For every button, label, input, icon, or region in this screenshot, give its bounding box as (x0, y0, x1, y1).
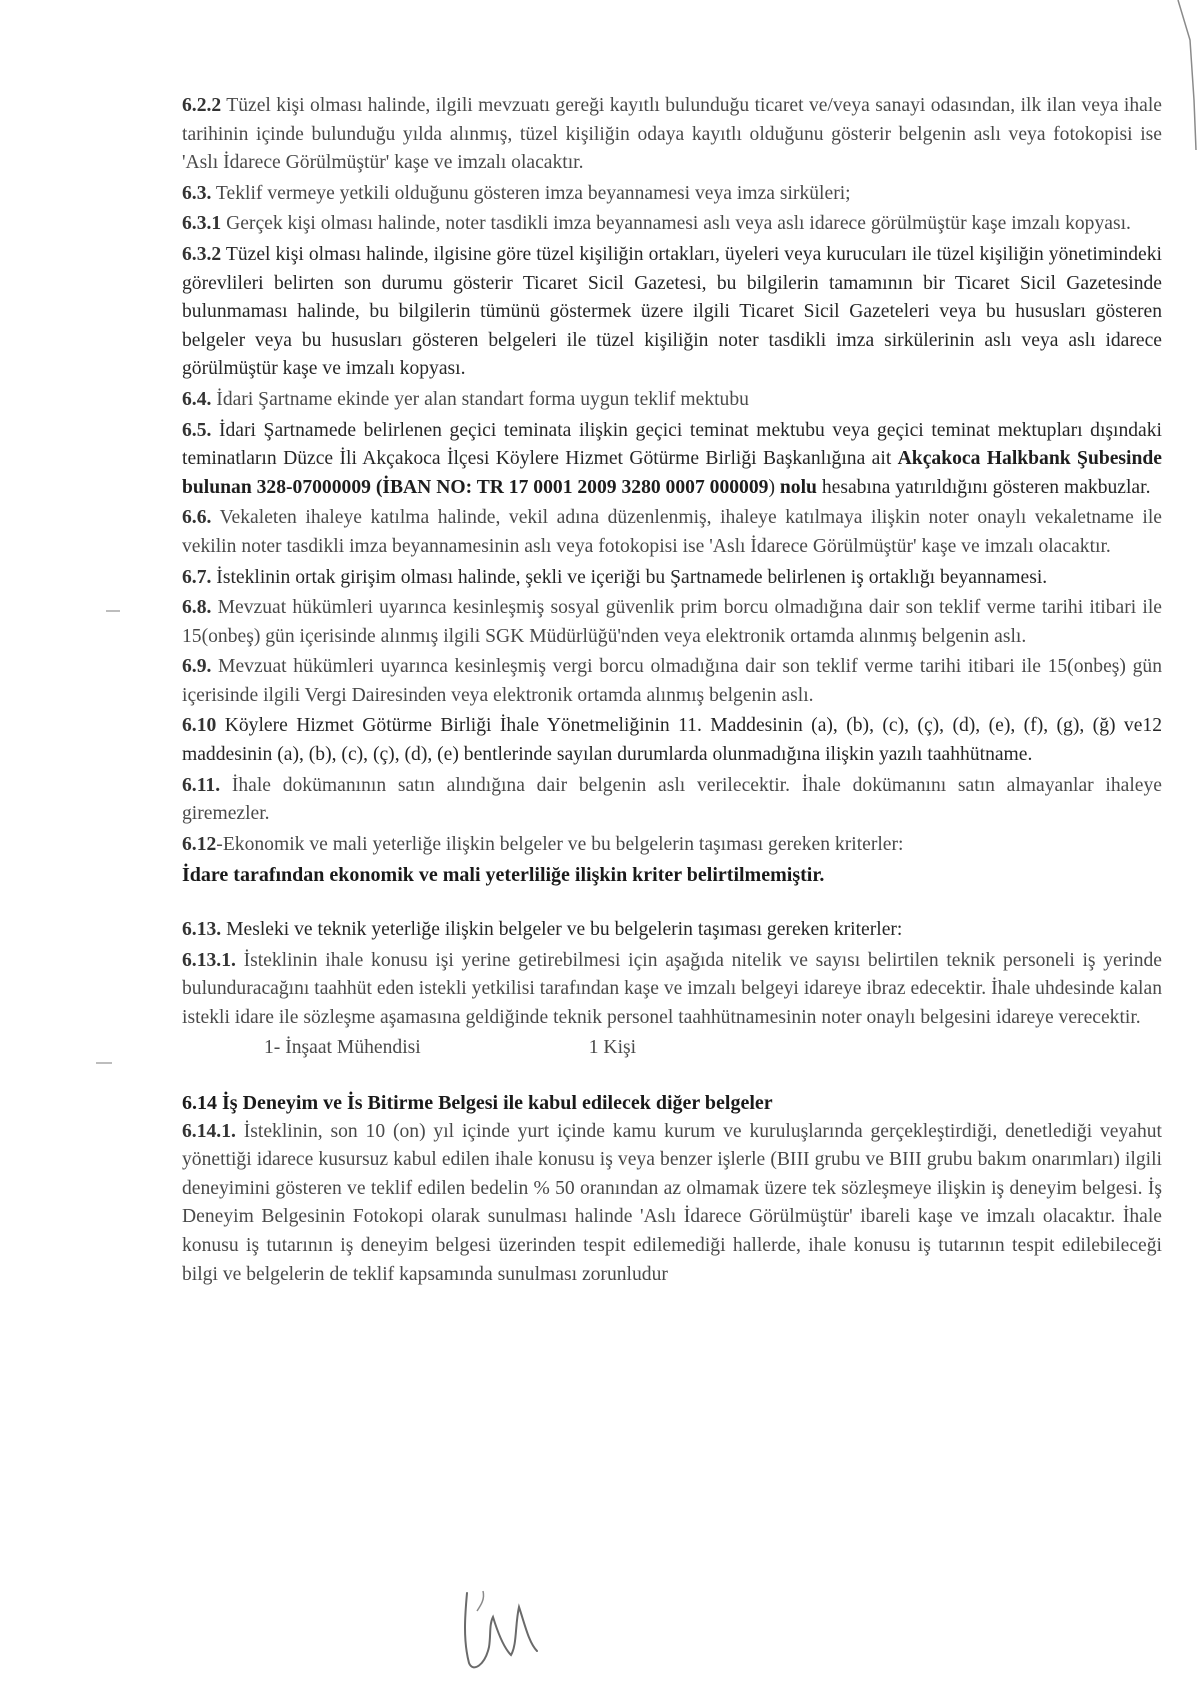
paragraph-6-13 (182, 916, 1162, 945)
paragraph-6-4 (182, 386, 1162, 415)
paragraph-6-3 (182, 180, 1162, 209)
paragraph-6-12 (182, 831, 1162, 860)
paragraph-text: İsteklinin ortak girişim olması halinde, şekli ve içeriği bu Şartnamede belirlenen iş ortaklığı beyannamesi. (211, 566, 1048, 588)
paragraph-number: 6.5. (182, 419, 212, 441)
paragraph-number: 6.14.1. (182, 1120, 236, 1142)
section-heading-6-14: 6.14 İş Deneyim ve İs Bitirme Belgesi ile kabul edilecek diğer belgeler (182, 1092, 773, 1114)
paragraph-text: İdari Şartnamede belirlenen geçici teminata ilişkin geçici teminat mektubu veya geçici teminat mektupları dışındaki teminatların Düzce İli Akçakoca İlçesi Köylere Hizmet Götürme Birliği Başkanlığına ait (182, 419, 1162, 470)
handwritten-signature-icon (455, 1585, 565, 1675)
bold-text: nolu (779, 476, 817, 498)
paragraph-text: Mevzuat hükümleri uyarınca kesinleşmiş vergi borcu olmadığına dair son teklif verme tarihi itibari ile 15(onbeş) gün içerisinde ilgili Vergi Dairesinden veya elektronik ortamda alınmış belgenin aslı. (182, 656, 1162, 706)
paragraph-6-6 (182, 504, 1162, 561)
paragraph-text: İsteklinin ihale konusu işi yerine getirebilmesi için aşağıda nitelik ve sayısı belirtilen teknik personeli iş yerinde bulunduracağını taahhüt eden istekli yetkilisi tarafından kaşe ve imzalı belgeyi idareye ibraz edecektir. İhale uhdesinde kalan istekli idare ile sözleşme aşamasına geldiğinde teknik personel taahhütnamesinin noter onaylı belgesini idareye verecektir. (182, 949, 1162, 1028)
paragraph-number: 6.4. (182, 388, 212, 410)
spacer (182, 1063, 1162, 1089)
bank-account-details: Akçakoca Halkbank Şubesinde bulunan 328-07000009 (İBAN NO: TR 17 0001 2009 3280 0007 000009 (182, 448, 1162, 498)
paragraph-6-10 (182, 712, 1162, 769)
paragraph-6-3-1 (182, 210, 1162, 239)
paragraph-number: 6.10 (182, 715, 217, 737)
staff-role: 1- İnşaat Mühendisi (264, 1037, 421, 1059)
paragraph-6-13-1 (182, 947, 1162, 1033)
scan-mark (106, 610, 120, 612)
paragraph-text: Mesleki ve teknik yeterliğe ilişkin belgeler ve bu belgelerin taşıması gereken kriterler: (221, 919, 903, 941)
paragraph-number: 6.8. (182, 597, 212, 619)
paragraph-6-7 (182, 564, 1162, 593)
paragraph-number: 6.13. (182, 919, 222, 941)
paragraph-text: Tüzel kişi olması halinde, ilgisine göre tüzel kişiliğin ortakları, üyeleri veya kurucuları ile tüzel kişiliğin yönetimindeki görevlileri belirten son durumu gösterir Ticaret Sicil Gazetesi, bu bilgilerin tamamının bir Ticaret Sicil Gazetesinde bulunmaması halinde, bu bilgilerin tümünü göstermek üzere ilgili Ticaret Sicil Gazeteleri veya bu hususları gösteren belgeler veya bu hususları gösteren belgeleri ile tüzel kişiliğin noter tasdikli imza sirkülerinin aslı veya aslı idarece görülmüştür kaşe ve imzalı kopyası. (182, 243, 1162, 380)
paragraph-text: Gerçek kişi olması halinde, noter tasdikli imza beyannamesi aslı veya aslı idarece görülmüştür kaşe imzalı kopyası. (221, 213, 1131, 235)
paragraph-text: ) (768, 476, 780, 498)
paragraph-6-8 (182, 594, 1162, 651)
paragraph-6-14-1 (182, 1118, 1162, 1290)
paragraph-number: 6.12 (182, 833, 217, 855)
paragraph-number: 6.3.2 (182, 243, 222, 265)
paragraph-text: Mevzuat hükümleri uyarınca kesinleşmiş sosyal güvenlik prim borcu olmadığına dair son teklif verme tarihi itibari ile 15(onbeş) gün içerisinde alınmış ilgili SGK Müdürlüğü'nden veya elektronik ortamda alınmış belgenin aslı. (182, 597, 1162, 647)
paragraph-6-5 (182, 417, 1162, 503)
staff-requirement (182, 1034, 1162, 1063)
spacer (182, 890, 1162, 916)
page-edge-mark (1160, 0, 1200, 160)
paragraph-text: Tüzel kişi olması halinde, ilgili mevzuatı gereği kayıtlı bulunduğu ticaret ve/veya sanayi odasından, ilk ilan veya ihale tarihinin içinde bulunduğu yılda alınmış, tüzel kişiliğin odaya kayıtlı olduğunu gösterir belgenin aslı veya fotokopisi ise 'Aslı İdarece Görülmüştür' kaşe ve imzalı olacaktır. (182, 95, 1162, 174)
paragraph-text: İdari Şartname ekinde yer alan standart forma uygun teklif mektubu (211, 388, 749, 410)
staff-count: 1 Kişi (588, 1037, 637, 1059)
paragraph-number: 6.11. (182, 774, 221, 796)
paragraph-number: 6.13.1. (182, 949, 236, 971)
paragraph-number: 6.6. (182, 507, 212, 529)
paragraph-number: 6.2.2 (182, 95, 222, 116)
economic-criteria-statement: İdare tarafından ekonomik ve mali yeterliliğe ilişkin kriter belirtilmemiştir. (182, 864, 825, 887)
paragraph-6-9 (182, 653, 1162, 710)
paragraph-number: 6.3. (182, 182, 212, 204)
paragraph-number: 6.7. (182, 566, 212, 588)
paragraph-text: İhale dokümanının satın alındığına dair belgenin aslı verilecektir. İhale dokümanını satın almayanlar ihaleye giremezler. (182, 774, 1162, 825)
paragraph-text: hesabına yatırıldığını gösteren makbuzlar. (816, 476, 1151, 498)
paragraph-6-11 (182, 772, 1162, 829)
scan-mark (96, 1062, 112, 1064)
paragraph-text: Vekaleten ihaleye katılma halinde, vekil adına düzenlenmiş, ihaleye katılmaya ilişkin noter onaylı vekaletname ile vekilin noter tasdikli imza beyannamesinin aslı veya fotokopisi ise 'Aslı İdarece Görülmüştür' kaşe ve imzalı olacaktır. (182, 507, 1162, 557)
paragraph-6-3-2 (182, 241, 1162, 384)
paragraph-6-2-2 (182, 92, 1162, 178)
paragraph-text: Köylere Hizmet Götürme Birliği İhale Yönetmeliğinin 11. Maddesinin (a), (b), (c), (ç), (d), (e), (f), (g), (ğ) ve12 maddesinin (a), (b), (c), (ç), (d), (e) bentlerinde sayılan durumlarda olunmadığına ilişkin yazılı taahhütname. (182, 715, 1162, 766)
paragraph-text: İsteklinin, son 10 (on) yıl içinde yurt içinde kamu kurum ve kuruluşlarında gerçekleştirdiği, denetlediği veyahut yönettiği idarece kusursuz kabul edilen ihale konusu iş veya benzer işlerle (BIII grubu ve BIII grubu bakım onarımları) ilgili deneyimini gösteren ve teklif edilen bedelin % 50 oranından az olmamak üzere tek sözleşmeye ilişkin iş deneyim belgesi. İş Deneyim Belgesinin Fotokopi olarak sunulması halinde 'Aslı İdarece Görülmüştür' ibareli kaşe ve imzalı olacaktır. İhale konusu iş tutarının iş deneyim belgesi üzerinden tespit edilemediği hallerde, ihale konusu iş tutarının tespit edilebileceği bilgi ve belgelerin de teklif kapsamında sunulması zorunludur (182, 1120, 1162, 1285)
paragraph-number: 6.9. (182, 656, 212, 678)
paragraph-text: -Ekonomik ve mali yeterliğe ilişkin belgeler ve bu belgelerin taşıması gereken kriterler: (216, 833, 904, 855)
document-page (182, 92, 1162, 1291)
paragraph-text: Teklif vermeye yetkili olduğunu gösteren imza beyannamesi veya imza sirküleri; (211, 182, 851, 204)
paragraph-number: 6.3.1 (182, 213, 222, 235)
